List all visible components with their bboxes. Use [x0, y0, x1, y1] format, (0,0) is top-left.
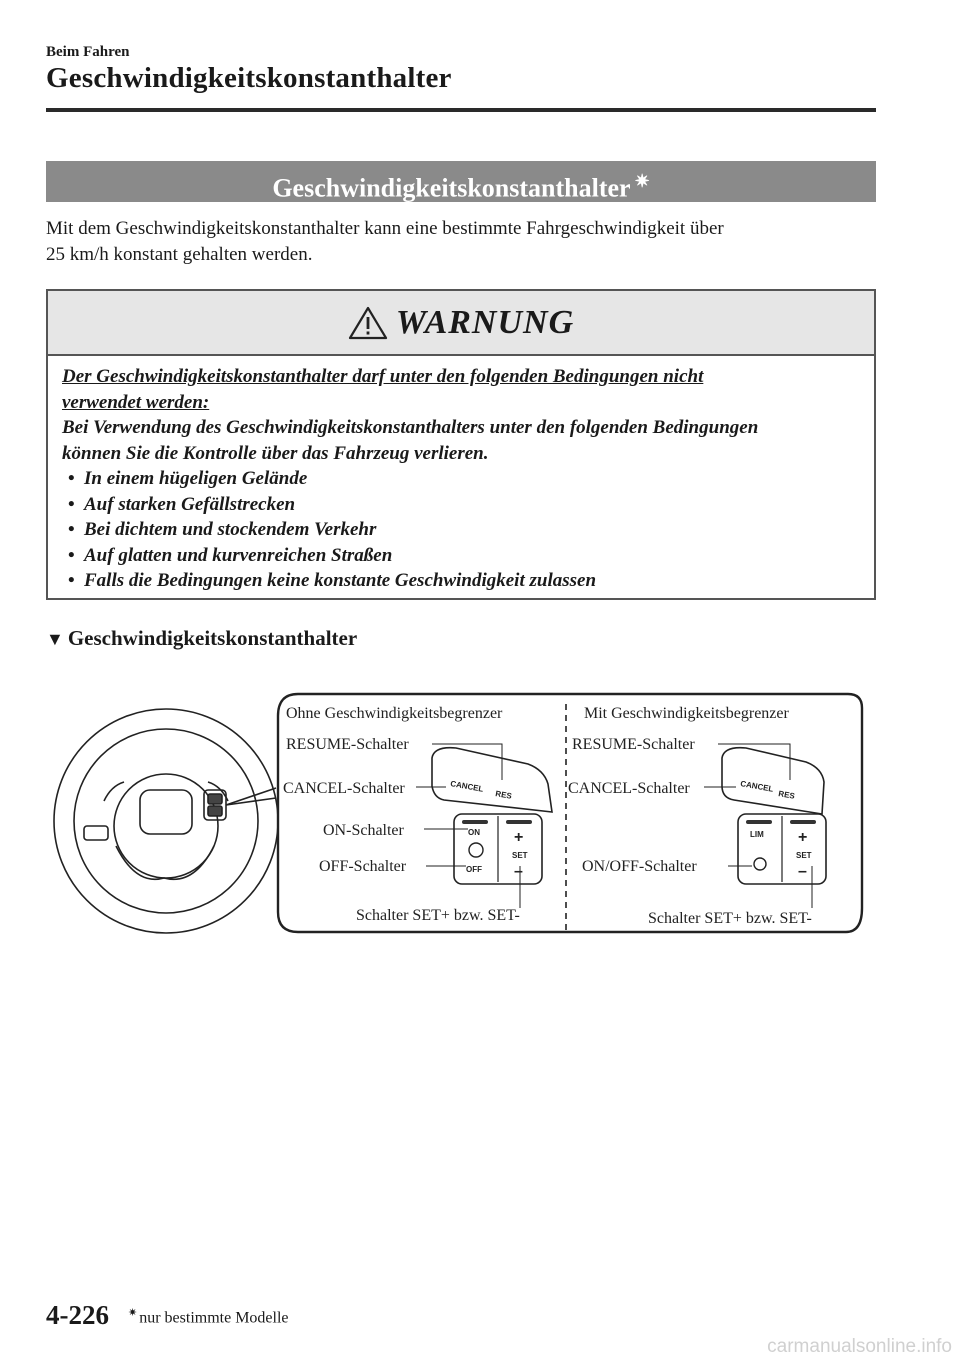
list-item: • Auf glatten und kurvenreichen Straßen	[62, 543, 860, 569]
banner-title: Geschwindigkeitskonstanthalter	[272, 173, 631, 203]
steering-wheel-illustration	[54, 709, 278, 933]
warning-body	[48, 356, 874, 594]
warning-text-2: können Sie die Kontrolle über das Fahrzeug verlieren.	[62, 442, 489, 464]
warning-box	[46, 289, 876, 600]
warning-list	[62, 466, 860, 594]
left-on-off-set-switch	[454, 814, 542, 884]
list-item: • Auf starken Gefällstrecken	[62, 492, 860, 518]
triangle-marker-icon: ▼	[46, 629, 64, 649]
page-title: Geschwindigkeitskonstanthalter	[46, 62, 452, 94]
list-item: • In einem hügeligen Gelände	[62, 466, 860, 492]
warning-underline-1: Der Geschwindigkeitskonstanthalter darf unter den folgenden Bedingungen nicht	[62, 366, 704, 387]
page-number: 4-226	[46, 1300, 109, 1330]
intro-line-2: 25 km/h konstant gehalten werden.	[46, 244, 313, 265]
left-resume-label: RESUME-Schalter	[286, 736, 409, 753]
model-star-icon: ✷	[128, 1307, 138, 1319]
left-on-label: ON-Schalter	[323, 822, 404, 839]
res-key-text: RES	[777, 789, 796, 801]
cancel-key-text: CANCEL	[449, 779, 485, 794]
callout-panel	[278, 694, 862, 932]
set-key-text: SET	[512, 851, 528, 860]
left-set-label: Schalter SET+ bzw. SET-	[356, 907, 520, 924]
set-key-text: SET	[796, 851, 812, 860]
right-heading: Mit Geschwindigkeitsbegrenzer	[584, 705, 789, 722]
left-heading: Ohne Geschwindigkeitsbegrenzer	[286, 705, 503, 722]
model-star-icon: ✷	[634, 171, 650, 191]
intro-text	[46, 216, 876, 268]
right-resume-label: RESUME-Schalter	[572, 736, 695, 753]
watermark: carmanualsonline.info	[767, 1336, 952, 1357]
intro-line-1: Mit dem Geschwindigkeitskonstanthalter kann eine bestimmte Fahrgeschwindigkeit über	[46, 218, 724, 239]
warning-underline-2: verwendet werden:	[62, 391, 210, 413]
minus-key-text: –	[798, 863, 807, 880]
warning-title: WARNUNG	[395, 303, 575, 341]
cancel-key-text: CANCEL	[739, 779, 775, 794]
subsection-title: Geschwindigkeitskonstanthalter	[67, 626, 358, 650]
lim-key-text: LIM	[750, 830, 764, 839]
right-onoff-label: ON/OFF-Schalter	[582, 858, 697, 875]
header-rule	[46, 108, 876, 112]
switch-diagram	[46, 686, 866, 936]
warning-header	[48, 291, 874, 356]
left-off-label: OFF-Schalter	[319, 858, 407, 875]
plus-key-text: +	[798, 829, 808, 846]
plus-key-text: +	[514, 829, 524, 846]
chapter-label: Beim Fahren	[46, 44, 130, 60]
warning-triangle-icon	[348, 305, 388, 341]
right-cancel-label: CANCEL-Schalter	[568, 780, 690, 797]
right-set-label: Schalter SET+ bzw. SET-	[648, 910, 812, 927]
on-key-text: ON	[468, 828, 480, 837]
warning-text-1: Bei Verwendung des Geschwindigkeitskonstanthalters unter den folgenden Bedingungen	[62, 417, 759, 438]
footnote	[128, 1306, 289, 1327]
section-banner	[46, 161, 876, 202]
right-lim-set-switch	[738, 814, 826, 884]
res-key-text: RES	[494, 789, 513, 801]
off-key-text: OFF	[466, 865, 482, 874]
list-item: • Bei dichtem und stockendem Verkehr	[62, 517, 860, 543]
list-item: • Falls die Bedingungen keine konstante Geschwindigkeit zulassen	[62, 568, 860, 594]
footnote-text: nur bestimmte Modelle	[139, 1309, 289, 1327]
subsection-heading	[46, 626, 357, 651]
left-cancel-label: CANCEL-Schalter	[283, 780, 405, 797]
minus-key-text: –	[514, 863, 523, 880]
